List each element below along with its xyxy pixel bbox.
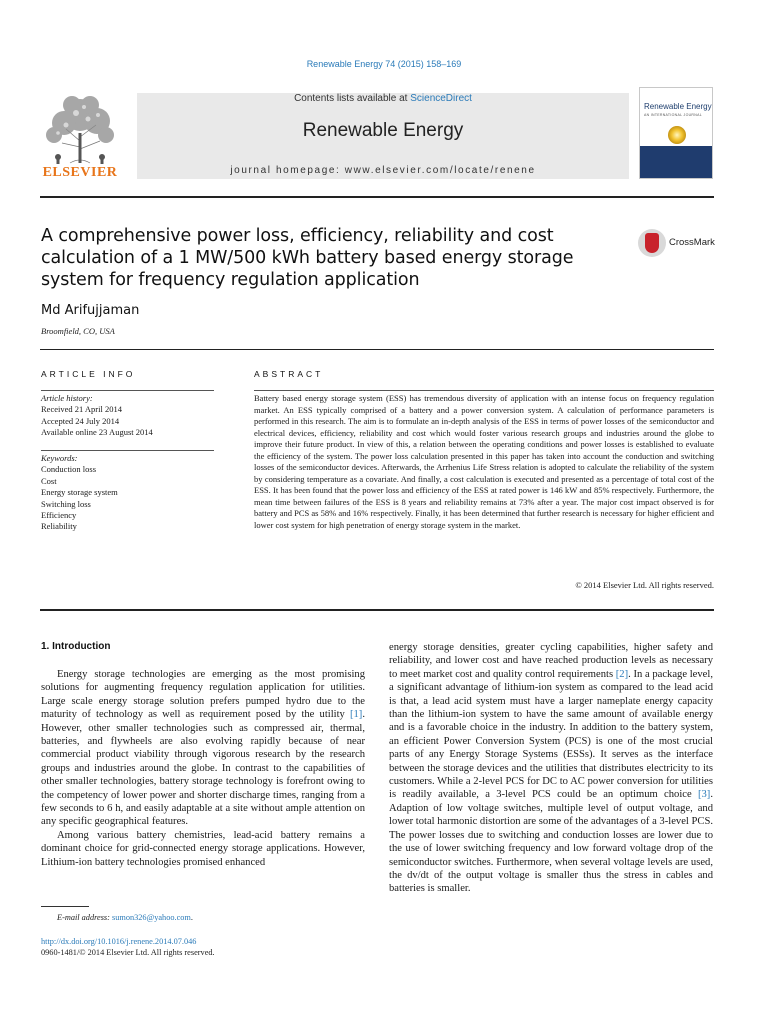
keywords-list [41,453,216,533]
cover-band [640,146,712,179]
cover-globe-icon [668,126,686,144]
paragraph-text: . In a package level, a significant advantage of lithium-ion system as compared to the lead acid is that, a lead acid system must have a larger nameplate energy capacity than the lithium-ion system to have the same amount of available energy and is a favorable choice in the industry. In addition to the battery system, an efficient Power Conversion System (PCS) is one of the most crucial parts of any Energy Storage Systems (ESSs). It serves as the interface between the storage devices and the utilities that distributes electricity to its customers. While a 2-level PCS for DC to AC power conversion for utilities is readily available, a 3-level PCS could be an optimum choice [389,668,713,801]
history-label: Article history: [41,393,93,403]
contents-prefix: Contents lists available at [294,93,411,104]
paragraph-text: Energy storage technologies are emerging as the most promising solutions for augmenting frequency regulation application for utilities. Large scale energy storage solution prefers pumped hydro due to the maturity of technology as well as requirement posed by the utility [41,669,365,721]
publisher-wordmark: ELSEVIER [42,165,118,180]
abstract-body: Battery based energy storage system (ESS) has tremendous diversity of application with an intense focus on frequency regulation market. An ESS typically comprised of a battery and a power conversion system. A calculation of performance parameters is performed in this research. The aim is to formulate an in-depth analysis of the ESS in terms of power losses of the semiconductor and electrical devices, efficiency, reliability and cost which would foster various research groups and industries around the globe to improve their future product. In view of this, a relation between the operating conditions and power losses is established to evaluate the efficiency of the system. The power loss calculation presented in this paper has taken into account the conduction and switching losses of the semiconductor devices. Afterwards, the Arrhenius Life Stress relation is adopted to calculate the reliability of the system by considering temperature as a covariate. And finally, a cost calculation is executed and presented as a percentage of total cost of the ESS. It has been found that the power loss and efficiency of the ESS at rated power is 146 kW and 85% respectively. Furthermore, the mean time between failures of the ESS is 8 years and reliability remains at 73% after a year. The major cost impact observed is for battery and PCS as 58% and 16% respectively. Finally, it has been determined that further research is necessary for higher efficient and lower cost system for high penetration of energy storage system in the market. [254,393,714,530]
paragraph-text: energy storage densities, greater cycling capabilities, higher safety and reliability, and lower cost and have reached production levels as necessary to meet market cost and quality control requirements [389,642,713,680]
received-date: Received 21 April 2014 [41,404,122,415]
cover-title: Renewable Energy [644,102,712,111]
keywords-divider [41,450,214,451]
citation-link[interactable]: [3] [697,789,711,801]
crossmark-icon [638,229,666,257]
accepted-date: Accepted 24 July 2014 [41,415,120,426]
keyword-item: Switching loss [41,498,91,509]
abstract-heading: ABSTRACT [254,369,324,379]
email-label: E-mail address: [57,913,112,922]
left-column [41,668,365,869]
article-history [41,393,216,439]
article-title: A comprehensive power loss, efficiency, reliability and cost calculation of a 1 MW/500 kWh battery based energy storage system for frequency regulation application [41,226,574,290]
journal-name: Renewable Energy [302,120,464,141]
doi-link[interactable]: http://dx.doi.org/10.1016/j.renene.2014.07.046 [41,937,197,946]
citation-link[interactable]: [2] [615,668,629,680]
paragraph-text: . Adaption of low voltage switches, multiple level of output voltage, and lower total harmonic distortion are some of the advantages of a 3-level PCS. The power losses due to switching and conduction losses are lower due to the use of lower switching frequency and low forward voltage drop of the semiconductor switches. Furthermore, when several voltage levels are used, the dv/dt of the output voltage is smaller thus the stress in cables and batteries is smaller. [389,789,713,895]
email-link[interactable]: sumon326@yahoo.com [112,913,191,922]
sciencedirect-link[interactable]: ScienceDirect [410,93,472,104]
author-affiliation: Broomfield, CO, USA [41,326,115,336]
abstract-copyright: © 2014 Elsevier Ltd. All rights reserved. [575,580,714,590]
available-date: Available online 23 August 2014 [41,427,153,438]
keyword-item: Energy storage system [41,487,118,498]
keywords-label: Keywords: [41,453,78,463]
contents-line [137,93,629,104]
cover-subtitle: AN INTERNATIONAL JOURNAL [644,113,702,117]
keyword-item: Cost [41,475,57,486]
paragraph [41,668,365,829]
email-end: . [190,913,193,922]
right-column [389,641,713,896]
journal-cover-thumbnail[interactable] [639,87,713,179]
title-divider [40,349,714,350]
paragraph-text: . However, other smaller technologies such as compressed air, thermal, batteries, and flywheels are also evolving rapidly because of near commercial product viability through vigorous research by the research groups and industries around the globe. In contrast to the capabilities of other smaller technologies, battery storage technology is forefront owing to the competency of lower power and shorter discharge times, ranging from a few seconds to 6 h, and easily adaptable at a site without ample attention on any specific geographical features. [41,709,365,828]
journal-citation[interactable]: Renewable Energy 74 (2015) 158–169 [306,59,462,69]
front-matter-divider [40,609,714,611]
elsevier-logo[interactable] [40,93,120,183]
tree-logo-icon [40,93,120,165]
citation-link[interactable]: [1] [349,709,363,721]
paragraph: Among various battery chemistries, lead-acid battery remains a dominant choice for grid-connected energy storage applications. However, Lithium-ion battery technologies promised enhanced [41,829,365,868]
keyword-item: Reliability [41,521,77,532]
crossmark-label: CrossMark [669,237,715,248]
journal-banner [137,93,629,179]
crossmark-badge[interactable] [638,229,728,261]
header-divider [40,196,714,198]
paragraph [389,641,713,896]
footnote-divider [41,906,89,907]
article-info-heading: ARTICLE INFO [41,369,136,379]
issn-line: 0960-1481/© 2014 Elsevier Ltd. All rights reserved. [41,948,215,957]
author-email-footnote [57,913,193,922]
article-info-divider [41,390,214,391]
section-heading-introduction: 1. Introduction [41,641,111,652]
keyword-item: Efficiency [41,510,77,521]
abstract-divider [254,390,714,391]
author-name[interactable]: Md Arifujjaman [41,303,140,318]
journal-homepage[interactable]: journal homepage: www.elsevier.com/locate/renene [230,165,536,176]
keyword-item: Conduction loss [41,464,97,475]
